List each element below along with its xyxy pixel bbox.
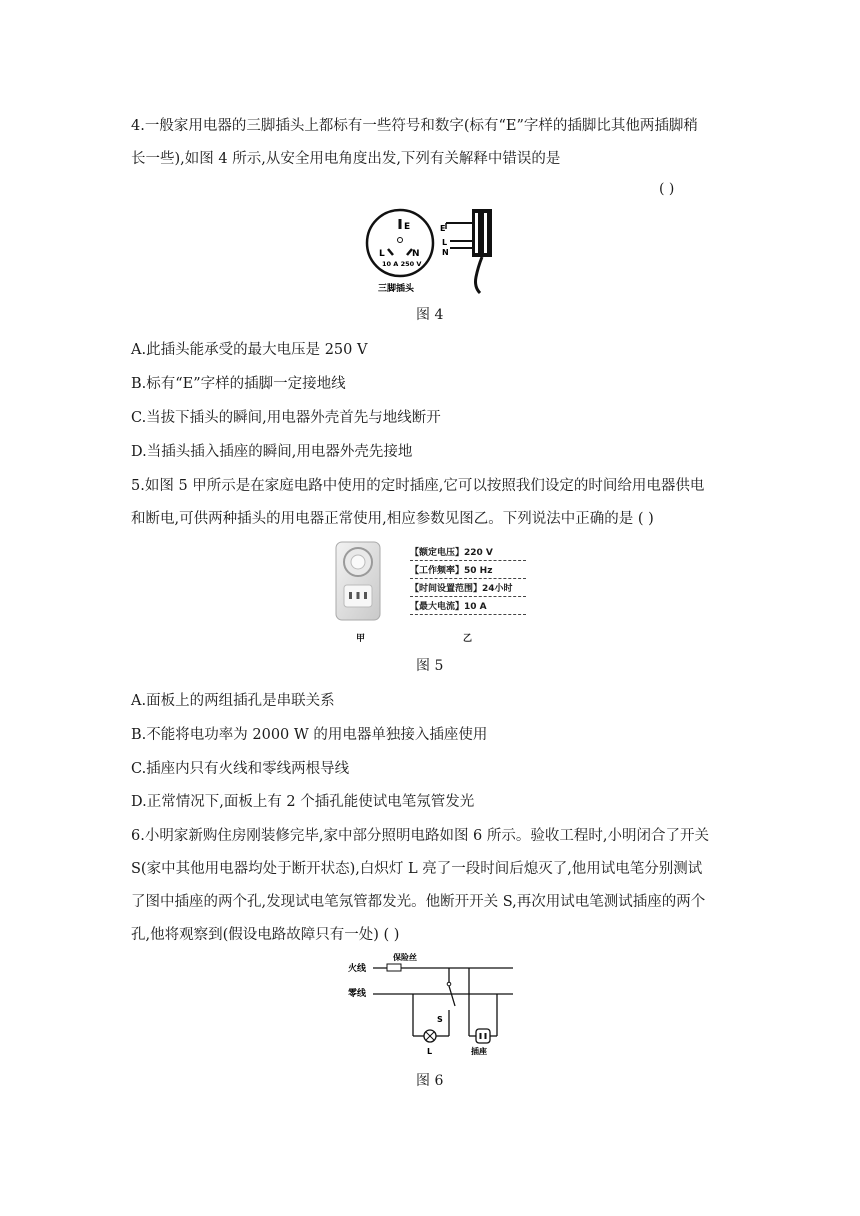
param-frequency: 【工作频率】50 Hz	[410, 561, 526, 579]
fuse-symbol	[387, 964, 401, 971]
plug-label-n: N	[412, 249, 420, 259]
neutral-wire-label: 零线	[348, 989, 367, 999]
three-pin-plug-diagram	[360, 205, 510, 300]
q4-option-b: B.标有“E”字样的插脚一定接地线	[131, 376, 346, 392]
figure-4-caption: 图 4	[416, 307, 444, 323]
figure-5-params	[410, 544, 526, 615]
lamp-label: L	[427, 1047, 433, 1056]
plug-label-l: L	[379, 249, 385, 259]
socket-symbol	[476, 1029, 490, 1043]
q6-stem-line-2: S(家中其他用电器均处于断开状态),白炽灯 L 亮了一段时间后熄灭了,他用试电笔分别测试	[131, 861, 703, 877]
figure-5-label-yi: 乙	[463, 634, 473, 644]
figure-4	[360, 205, 510, 300]
figure-5-caption: 图 5	[416, 658, 444, 674]
fuse-label: 保险丝	[393, 953, 417, 962]
param-time-range: 【时间设置范围】24小时	[410, 579, 526, 597]
plug-caption: 三脚插头	[378, 284, 415, 294]
socket-label: 插座	[471, 1047, 487, 1056]
param-rated-voltage: 【额定电压】220 V	[410, 544, 526, 561]
param-max-current: 【最大电流】10 A	[410, 597, 526, 615]
q6-stem-line-3: 了图中插座的两个孔,发现试电笔氖管都发光。他断开开关 S,再次用试电笔测试插座的两个	[131, 894, 706, 910]
side-label-l: L	[442, 238, 448, 247]
q5-stem-line-2: 和断电,可供两种插头的用电器正常使用,相应参数见图乙。下列说法中正确的是 ( )	[131, 511, 654, 527]
figure-6-caption: 图 6	[416, 1073, 444, 1089]
switch-label: S	[437, 1015, 443, 1024]
q4-stem-line-1: 4.一般家用电器的三脚插头上都标有一些符号和数字(标有“E”字样的插脚比其他两插脚稍	[131, 118, 698, 134]
q6-stem-line-1: 6.小明家新购住房刚装修完毕,家中部分照明电路如图 6 所示。验收工程时,小明闭合了开关	[131, 828, 709, 844]
side-label-n: N	[442, 248, 449, 257]
q5-option-c: C.插座内只有火线和零线两根导线	[131, 761, 350, 777]
q4-option-a: A.此插头能承受的最大电压是 250 V	[131, 342, 368, 358]
figure-5-label-jia: 甲	[356, 634, 366, 644]
q5-option-a: A.面板上的两组插孔是串联关系	[131, 693, 335, 709]
switch-symbol	[449, 986, 455, 1006]
side-label-e: E	[440, 224, 446, 233]
q4-stem-line-2: 长一些),如图 4 所示,从安全用电角度出发,下列有关解释中错误的是	[131, 151, 561, 167]
q5-option-d: D.正常情况下,面板上有 2 个插孔能使试电笔氖管发光	[131, 794, 475, 810]
pin-e-slot	[399, 219, 402, 229]
q6-stem-line-4: 孔,他将观察到(假设电路故障只有一处) ( )	[131, 927, 400, 943]
lighting-circuit-diagram	[345, 950, 520, 1062]
figure-6	[345, 950, 520, 1062]
switch-contact	[447, 982, 451, 986]
q4-answer-bracket: ( )	[659, 181, 675, 197]
plug-cord	[476, 257, 483, 293]
plug-label-e: E	[404, 222, 411, 232]
q5-option-b: B.不能将电功率为 2000 W 的用电器单独接入插座使用	[131, 727, 488, 743]
live-wire-label: 火线	[348, 964, 367, 974]
q5-stem-line-1: 5.如图 5 甲所示是在家庭电路中使用的定时插座,它可以按照我们设定的时间给用电器供电	[131, 478, 705, 494]
plug-rating: 10 A 250 V	[382, 260, 422, 268]
q4-option-c: C.当拔下插头的瞬间,用电器外壳首先与地线断开	[131, 410, 441, 426]
q4-option-d: D.当插头插入插座的瞬间,用电器外壳先接地	[131, 444, 413, 460]
